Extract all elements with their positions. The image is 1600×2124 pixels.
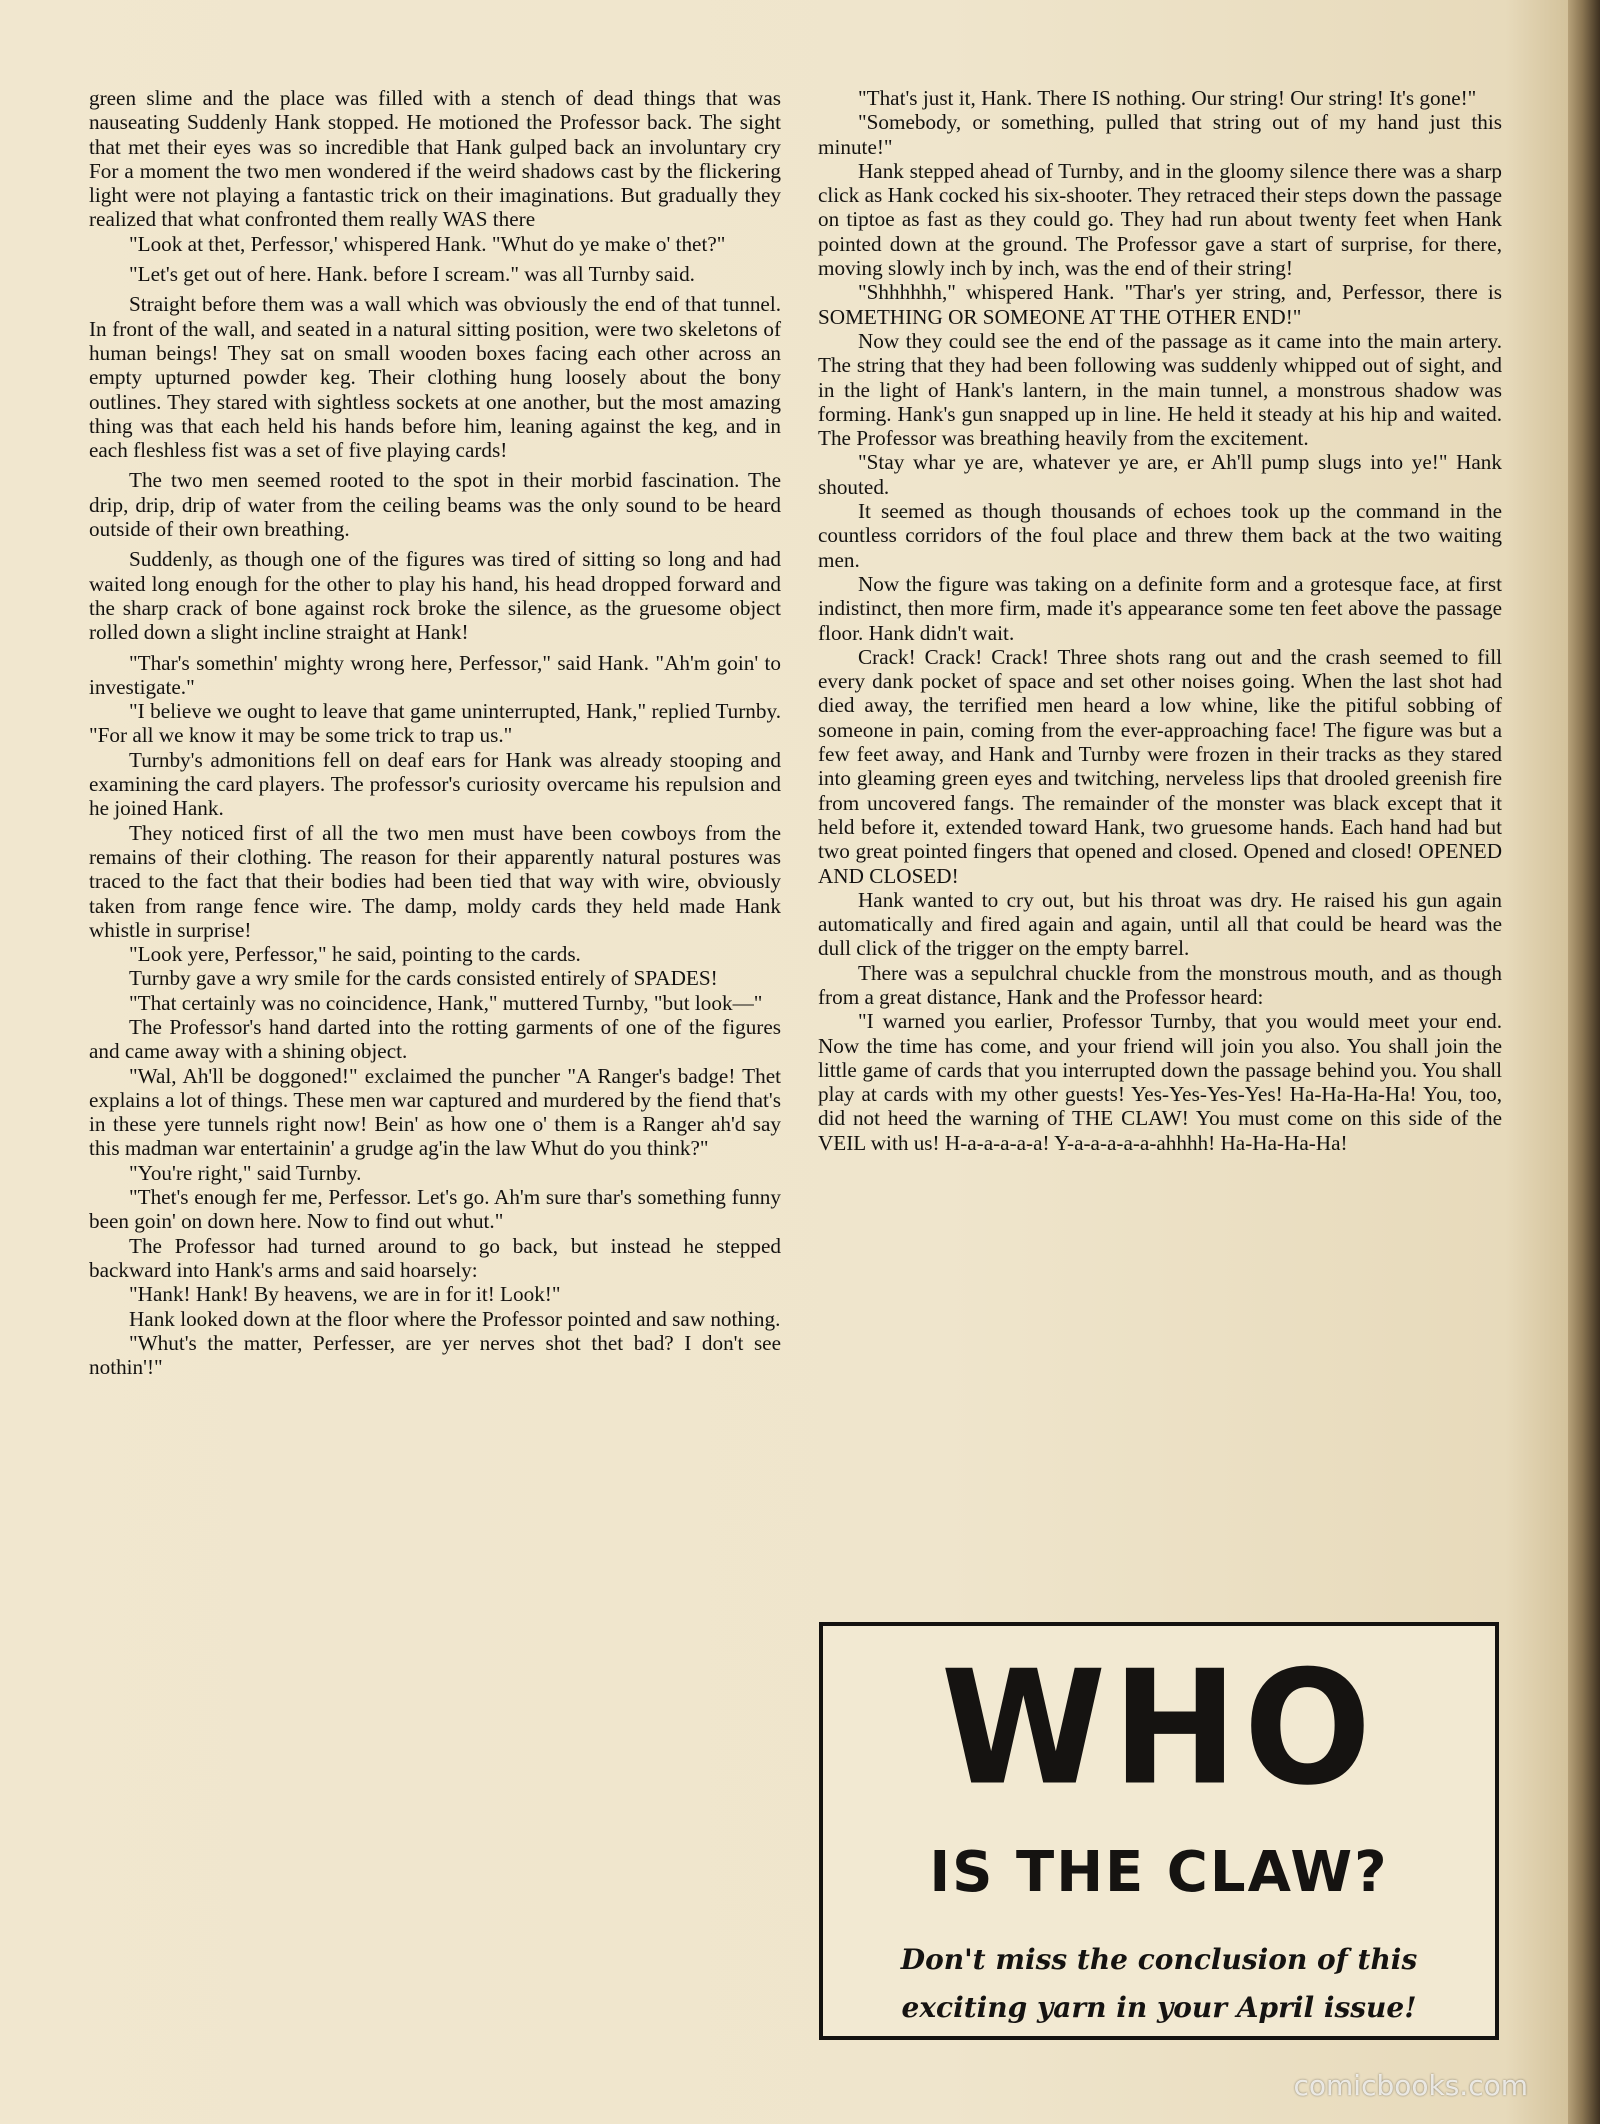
paragraph: Straight before them was a wall which was obviously the end of that tunnel. In front of the wall, and seated in a natural sitting position, were two skeletons of human beings! They sat on small wooden boxes facing each other across an empty upturned powder keg. Their clothing hung loosely about the bony outlines. They stared with sightless sockets at one another, but the most amazing thing was that each held his hands before him, leaning against the keg, and in each fleshless fist was a set of five playing cards!: [89, 292, 781, 463]
paragraph: Hank wanted to cry out, but his throat was dry. He raised his gun again automatically and fired again and again, until all that could be heard was the dull click of the trigger on the empty barrel.: [818, 887, 1502, 961]
next-issue-ad-box: [819, 1622, 1499, 2040]
paragraph: Suddenly, as though one of the figures was tired of sitting so long and had waited long enough for the other to play his hand, his head dropped forward and the sharp crack of bone against rock broke the silence, as the gruesome object rolled down a slight incline straight at Hank!: [89, 547, 781, 645]
site-watermark: comicbooks.com: [1293, 2069, 1528, 2102]
ad-tagline-line-2: exciting yarn in your April issue!: [901, 1991, 1417, 2024]
paragraph: There was a sepulchral chuckle from the monstrous mouth, and as though from a great distance, Hank and the Professor heard:: [818, 960, 1502, 1009]
paragraph: Turnby gave a wry smile for the cards consisted entirely of SPADES!: [129, 966, 718, 991]
paragraph: "Stay whar ye are, whatever ye are, er Ah'll pump slugs into ye!" Hank shouted.: [818, 450, 1502, 499]
ad-tagline-line-1: Don't miss the conclusion of this: [900, 1943, 1418, 1976]
paragraph: "That certainly was no coincidence, Hank," muttered Turnby, "but look—": [129, 990, 763, 1015]
paragraph: "Wal, Ah'll be doggoned!" exclaimed the puncher "A Ranger's badge! Thet explains a lot of things. These men war captured and murdered by the fiend that's in these yere tunnels right now! Bein' as how one o' them is a Ranger ah'd say this madman war entertainin' a grudge ag'in the law Whut do you think?": [89, 1063, 781, 1161]
paragraph: Hank looked down at the floor where the Professor pointed and saw nothing.: [129, 1306, 781, 1331]
paragraph: It seemed as though thousands of echoes took up the command in the countless corridors of the foul place and threw them back at the two waiting men.: [818, 499, 1502, 572]
paragraph: "Look yere, Perfessor," he said, pointing to the cards.: [129, 942, 581, 967]
paragraph: Turnby's admonitions fell on deaf ears for Hank was already stooping and examining the card players. The professor's curiosity overcame his repulsion and he joined Hank.: [89, 747, 781, 821]
paragraph: Hank stepped ahead of Turnby, and in the gloomy silence there was a sharp click as Hank cocked his six-shooter. They retraced their steps down the passage on tiptoe as fast as they could go. They had run about twenty feet when Hank pointed down at the ground. The Professor gave a start of surprise, for there, moving slowly inch by inch, was the end of their string!: [818, 158, 1502, 281]
paragraph: "Look at thet, Perfessor,' whispered Hank. "Whut do ye make o' thet?": [129, 231, 726, 256]
paragraph: They noticed first of all the two men must have been cowboys from the remains of their clothing. The reason for their apparently natural postures was traced to the fact that their bodies had been tied that way with wire, obviously taken from range fence wire. The damp, moldy cards they held made Hank whistle in surprise!: [89, 820, 781, 942]
paragraph: "Somebody, or something, pulled that string out of my hand just this minute!": [818, 110, 1502, 159]
paragraph: The Professor had turned around to go back, but instead he stepped backward into Hank's arms and said hoarsely:: [89, 1233, 781, 1282]
ad-headline-claw: IS THE CLAW?: [929, 1840, 1389, 1905]
paragraph: "Shhhhhh," whispered Hank. "Thar's yer string, and, Perfessor, there is SOMETHING OR SOMEONE AT THE OTHER END!": [818, 280, 1502, 329]
right-text-column: [818, 86, 1502, 1155]
paragraph: "You're right," said Turnby.: [129, 1160, 362, 1185]
paragraph: Now the figure was taking on a definite form and a grotesque face, at first indistinct, then more firm, made it's appearance some ten feet above the passage floor. Hank didn't wait.: [818, 571, 1502, 645]
paragraph: green slime and the place was filled with a stench of dead things that was nauseating Suddenly Hank stopped. He motioned the Professor back. The sight that met their eyes was so incredible that Hank gulped back an involuntary cry For a moment the two men wondered if the weird shadows cast by the flickering light were not playing a fantastic trick on their imaginations. But gradually they realized that what confronted them really WAS there: [89, 86, 781, 232]
paragraph: The two men seemed rooted to the spot in their morbid fascination. The drip, drip, drip of water from the ceiling beams was the only sound to be heard outside of their own breathing.: [89, 468, 781, 542]
paragraph: "Whut's the matter, Perfesser, are yer nerves shot thet bad? I don't see nothin'!": [89, 1330, 781, 1380]
paragraph: "Thet's enough fer me, Perfessor. Let's go. Ah'm sure thar's something funny been goin' on down here. Now to find out whut.": [89, 1185, 781, 1234]
paragraph: Now they could see the end of the passage as it came into the main artery. The string that they had been following was suddenly whipped out of sight, and in the light of Hank's lantern, in the main tunnel, a monstrous shadow was forming. Hank's gun snapped up in line. He held it steady at his hip and waited. The Professor was breathing heavily from the excitement.: [818, 328, 1502, 451]
paragraph: "Let's get out of here. Hank. before I scream." was all Turnby said.: [129, 262, 695, 287]
paragraph: The Professor's hand darted into the rotting garments of one of the figures and came away with a shining object.: [89, 1014, 781, 1064]
left-text-column: [89, 86, 781, 1379]
paragraph: "That's just it, Hank. There IS nothing. Our string! Our string! It's gone!": [858, 86, 1477, 110]
page-edge-shadow: [1568, 0, 1600, 2124]
paragraph: "I believe we ought to leave that game uninterrupted, Hank," replied Turnby. "For all we know it may be some trick to trap us.": [89, 699, 781, 748]
paragraph: "I warned you earlier, Professor Turnby, that you would meet your end. Now the time has come, and your friend will join you also. You shall join the little game of cards that you interrupted down the passage behind you. You shall play at cards with my other guests! Yes-Yes-Yes-Yes! Ha-Ha-Ha-Ha! You, too, did not heed the warning of THE CLAW! You must come on this side of the VEIL with us! H-a-a-a-a-a! Y-a-a-a-a-a-ahhhh! Ha-Ha-Ha-Ha!: [818, 1009, 1502, 1155]
paragraph: "Hank! Hank! By heavens, we are in for it! Look!": [129, 1282, 561, 1307]
paragraph: "Thar's somethin' mighty wrong here, Perfessor," said Hank. "Ah'm goin' to investigate.": [89, 650, 781, 699]
paragraph: Crack! Crack! Crack! Three shots rang out and the crash seemed to fill every dank pocket of space and set other noises going. When the last shot had died away, the terrified men heard a low whine, like the pitiful sobbing of someone in pain, coming from the ever-approaching face! The figure was but a few feet away, and Hank and Turnby were frozen in their tracks as they stared into gleaming green eyes and twitching, nerveless lips that drooled greenish fire from uncovered fangs. The remainder of the monster was black except that it held before it, extended toward Hank, two gruesome hands. Each hand had but two great pointed fingers that opened and closed. Opened and closed! OPENED AND CLOSED!: [818, 644, 1502, 888]
ad-headline-who: WHO: [940, 1637, 1378, 1821]
ad-tagline: [823, 1936, 1495, 2032]
